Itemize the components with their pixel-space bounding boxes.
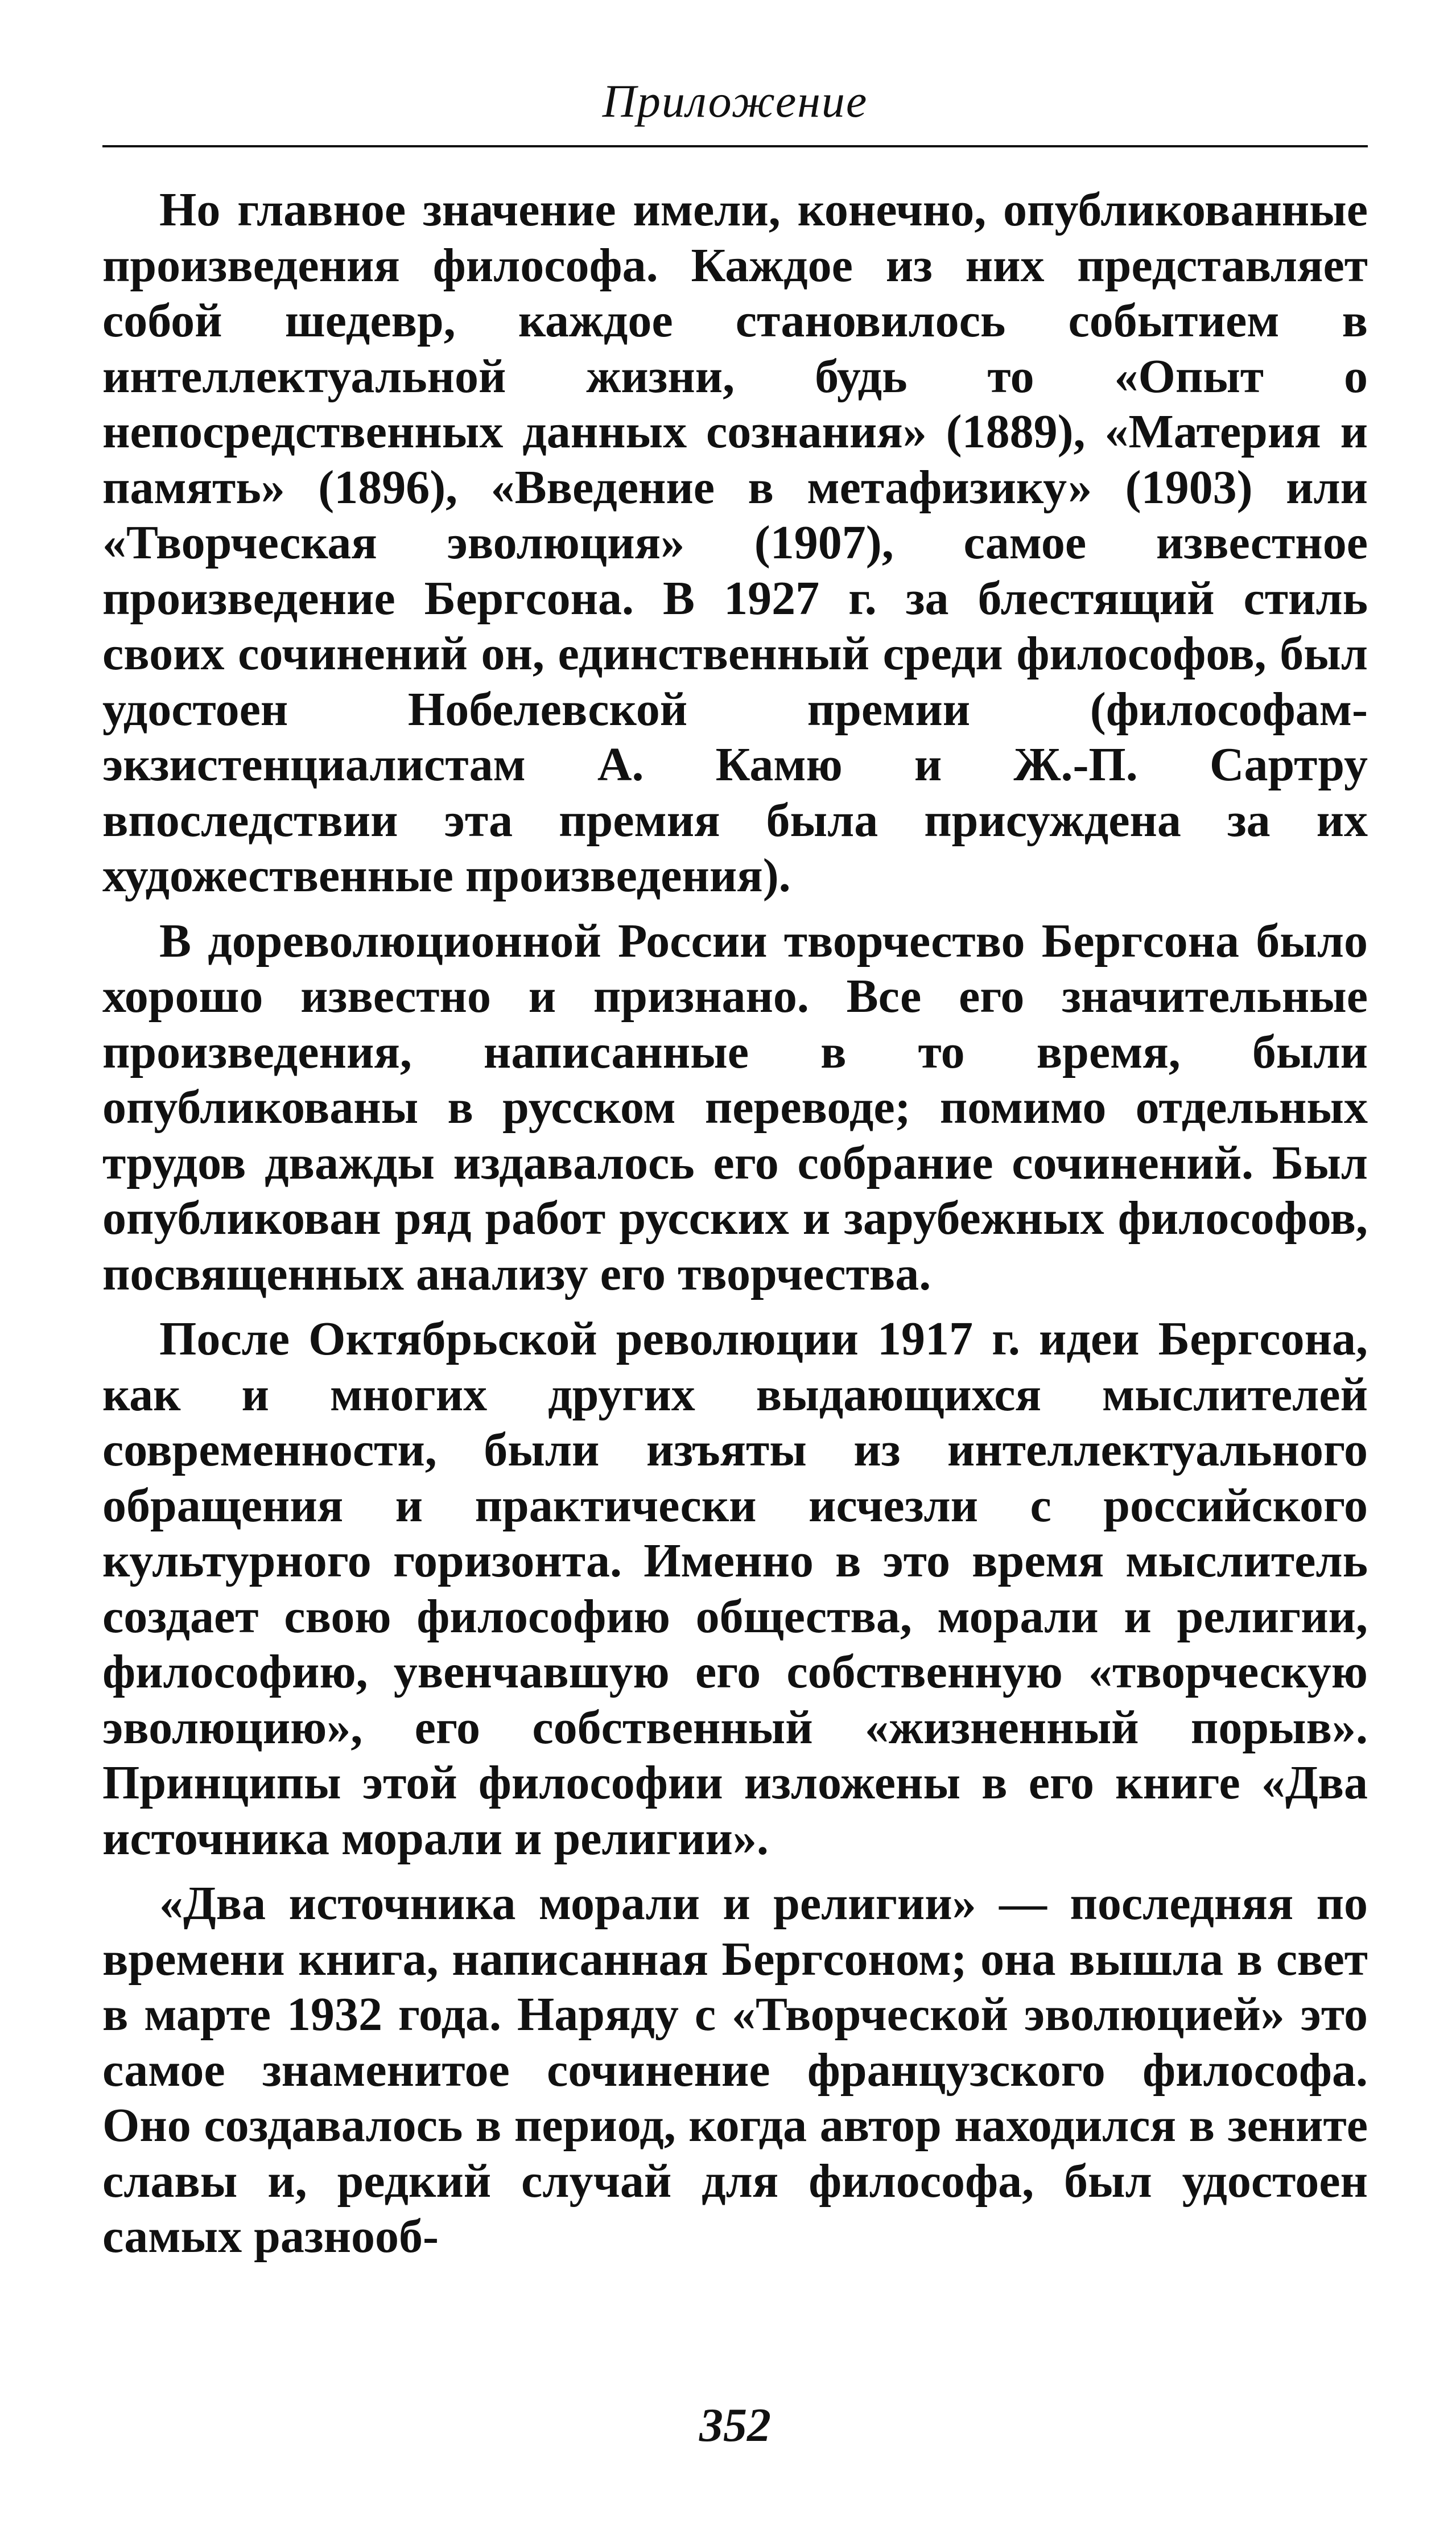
paragraph-2: В дореволюционной России творчество Бергсона было хорошо известно и признано. Все его значительные произведения, написанные в то время, были опубликованы в русском переводе; помимо отдельных трудов дважды издавалось его собрание сочинений. Был опубликован ряд работ русских и зарубежных философов, посвященных анализу его творчества. [102,914,1368,1300]
header-divider [102,145,1368,147]
running-header-title: Приложение [602,75,868,127]
paragraph-4: «Два источника морали и религии» — последняя по времени книга, написанная Бергсоном; она вышла в свет в марте 1932 года. Наряду с «Творческой эволюцией» это самое знаменитое сочинение французского философа. Оно создавалось в период, когда автор находился в зените славы и, редкий случай для философа, был удостоен самых разнооб- [102,1877,1368,2263]
paragraph-1: Но главное значение имели, конечно, опубликованные произведения философа. Каждое из них представляет собой шедевр, каждое становилось событием в интеллектуальной жизни, будь то «Опыт о непосредственных данных сознания» (1889), «Материя и память» (1896), «Введение в метафизику» (1903) или «Творческая эволюция» (1907), самое известное произведение Бергсона. В 1927 г. за блестящий стиль своих сочинений он, единственный среди философов, был удостоен Нобелевской премии (философам-экзистенциалистам А. Камю и Ж.-П. Сартру впоследствии эта премия была присуждена за их художественные произведения). [102,183,1368,902]
page-number: 352 [699,2399,771,2452]
paragraph-3: После Октябрьской революции 1917 г. идеи Бергсона, как и многих других выдающихся мыслителей современности, были изъяты из интеллектуального обращения и практически исчезли с российского культурного горизонта. Именно в это время мыслитель создает свою философию общества, морали и религии, философию, увенчавшую его собственную «творческую эволюцию», его собственный «жизненный порыв». Принципы этой философии изложены в его книге «Два источника морали и религии». [102,1312,1368,1865]
main-text [102,182,1368,2274]
